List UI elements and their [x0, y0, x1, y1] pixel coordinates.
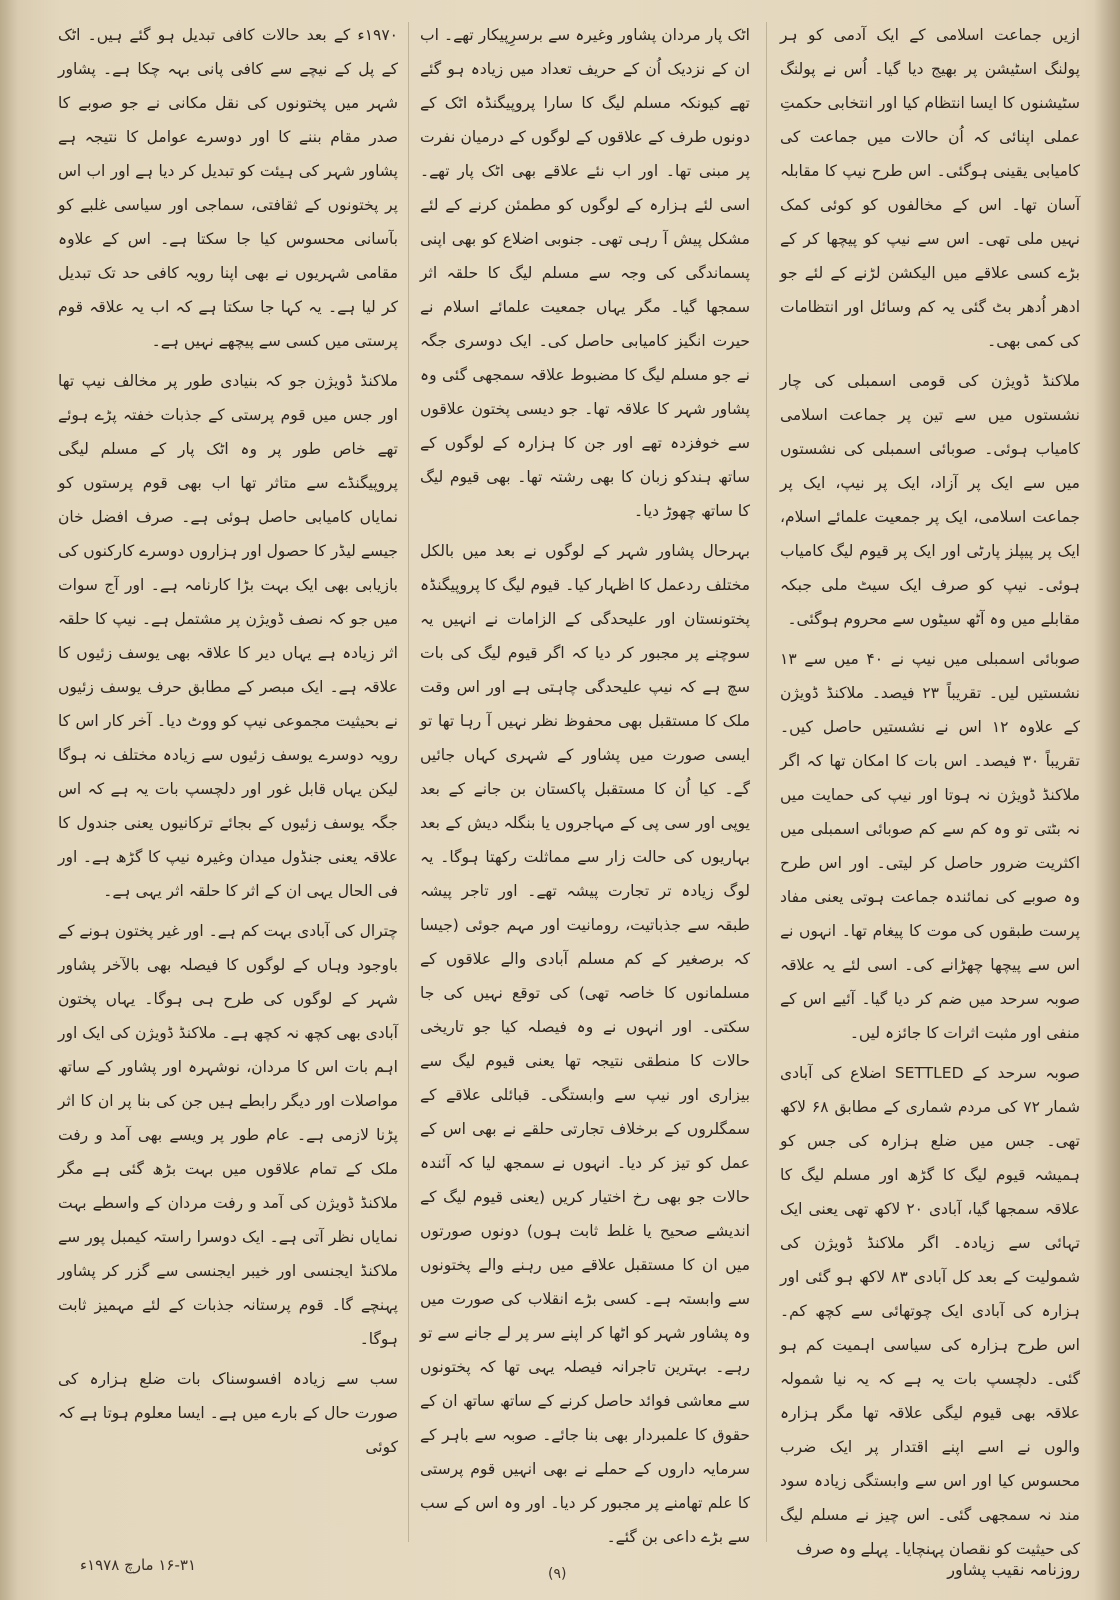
paragraph: صوبہ سرحد کے SETTLED اضلاع کی آبادی شمار ۷۲ کی مردم شماری کے مطابق ۶۸ لاکھ تھی۔ جس میں ضلع ہزارہ کی جس کو ہمیشہ قیوم لیگ کا گڑھ اور مسلم لیگ کا علاقہ سمجھا گیا، آبادی ۲۰ لاکھ تھی یعنی ایک تہائی سے زیادہ۔ اگر ملاکنڈ ڈویژن کی شمولیت کے بعد کل آبادی ۸۳ لاکھ ہو گئی اور ہزارہ کی آبادی ایک چوتھائی سے کچھ کم۔ اس طرح ہزارہ کی سیاسی اہمیت کم ہو گئی۔ دلچسپ بات یہ ہے کہ یہ نیا شمولہ علاقہ بھی قیوم لیگی علاقہ تھا مگر ہزارہ والوں نے اسے اپنے اقتدار پر ایک ضرب محسوس کیا اور اس سے وابستگی زیادہ سود مند نہ سمجھی گئی۔ اس چیز نے مسلم لیگ کی حیثیت کو نقصان پہنچایا۔ پہلے وہ صرف [780, 1064, 1080, 1558]
column-divider [766, 22, 767, 1542]
page-binding-shadow [1094, 0, 1120, 1600]
paragraph: ازیں جماعت اسلامی کے ایک آدمی کو ہر پولنگ اسٹیشن پر بھیج دیا گیا۔ اُس نے پولنگ سٹیشنوں کا ایسا انتظام کیا اور انتخابی حکمتِ عملی اپنائی کہ اُن حالات میں جماعت کی کامیابی یقینی ہوگئی۔ اس طرح نیپ کا مقابلہ آسان تھا۔ اس کے مخالفوں کو کوئی کمک نہیں ملی تھی۔ اس سے نیپ کو پیچھا کر کے بڑے کسی علاقے میں الیکشن لڑنے کے لئے جو ادھر اُدھر بٹ گئی یہ کم وسائل اور انتظامات کی کمی بھی۔ [780, 26, 1080, 350]
text-column-right [780, 18, 1080, 1572]
paragraph: صوبائی اسمبلی میں نیپ نے ۴۰ میں سے ۱۳ نشستیں لیں۔ تقریباً ۲۳ فیصد۔ ملاکنڈ ڈویژن کے علاوہ ۱۲ اس نے نشستیں حاصل کیں۔ تقریباً ۳۰ فیصد۔ اس بات کا امکان تھا کہ اگر ملاکنڈ ڈویژن نہ ہوتا اور نیپ کی حمایت میں نہ بٹتی تو وہ کم سے کم صوبائی اسمبلی میں اکثریت ضرور حاصل کر لیتی۔ اور اس طرح وہ صوبے کی نمائندہ جماعت ہوتی یعنی مفاد پرست طبقوں کی موت کا پیغام تھا۔ انہوں نے اس سے پیچھا چھڑانے کی۔ اسی لئے یہ علاقہ صوبہ سرحد میں ضم کر دیا گیا۔ آئیے اس کے منفی اور مثبت اثرات کا جائزہ لیں۔ [780, 650, 1080, 1042]
publication-name: روزنامہ نقیب پشاور [947, 1560, 1080, 1579]
page-number: (۹) [548, 1566, 567, 1582]
text-column-middle [420, 18, 750, 1560]
paragraph: ۱۹۷۰ء کے بعد حالات کافی تبدیل ہو گئے ہیں۔ اٹک کے پل کے نیچے سے کافی پانی بہہ چکا ہے۔ پشاور شہر میں پختونوں کی نقل مکانی نے جو صوبے کا صدر مقام بننے کا اور دوسرے عوامل کا نتیجہ ہے پشاور شہر کی ہیئت کو تبدیل کر دیا ہے اور اب اس پر پختونوں کے ثقافتی، سماجی اور سیاسی غلبے کو بآسانی محسوس کیا جا سکتا ہے۔ اس کے علاوہ مقامی شہریوں نے بھی اپنا رویہ کافی حد تک تبدیل کر لیا ہے۔ یہ کہا جا سکتا ہے کہ اب یہ علاقہ قوم پرستی میں کسی سے پیچھے نہیں ہے۔ [58, 26, 398, 350]
paragraph: چترال کی آبادی بہت کم ہے۔ اور غیر پختون ہونے کے باوجود وہاں کے لوگوں کا فیصلہ بھی بالآخر پشاور شہر کے لوگوں کی طرح ہی ہوگا۔ یہاں پختون آبادی بھی کچھ نہ کچھ ہے۔ ملاکنڈ ڈویژن کی ایک اور اہم بات اس کا مردان، نوشہرہ اور پشاور کے ساتھ مواصلات اور دیگر رابطے ہیں جن کی بنا پر ان کا اثر پڑنا لازمی ہے۔ عام طور پر ویسے بھی آمد و رفت ملک کے تمام علاقوں میں بہت بڑھ گئی ہے مگر ملاکنڈ ڈویژن کی آمد و رفت مردان کے واسطے بہت نمایاں نظر آتی ہے۔ ایک دوسرا راستہ کیمبل پور سے ملاکنڈ ایجنسی اور خیبر ایجنسی سے گزر کر پشاور پہنچے گا۔ قوم پرستانہ جذبات کے لئے مہمیز ثابت ہوگا۔ [58, 922, 398, 1348]
paragraph: بہرحال پشاور شہر کے لوگوں نے بعد میں بالکل مختلف ردعمل کا اظہار کیا۔ قیوم لیگ کا پروپیگنڈہ پختونستان اور علیحدگی کے الزامات نے انہیں یہ سوچنے پر مجبور کر دیا کہ اگر قیوم لیگ کی بات سچ ہے کہ نیپ علیحدگی چاہتی ہے اور اس وقت ملک کا مستقبل بھی محفوظ نظر نہیں آ رہا تھا تو ایسی صورت میں پشاور کے شہری کہاں جائیں گے۔ کیا اُن کا مستقبل پاکستان بن جانے کے بعد یوپی اور سی پی کے مہاجروں یا بنگلہ دیش کے بعد بہاریوں کی حالت زار سے مماثلت رکھتا ہوگا۔ یہ لوگ زیادہ تر تجارت پیشہ تھے۔ اور تاجر پیشہ طبقہ سے جذباتیت، رومانیت اور مہم جوئی (جیسا کہ برصغیر کے کم مسلم آبادی والے علاقوں کے مسلمانوں کا خاصہ تھی) کی توقع نہیں کی جا سکتی۔ اور انہوں نے وہ فیصلہ کیا جو تاریخی حالات کا منطقی نتیجہ تھا یعنی قیوم لیگ سے بیزاری اور نیپ سے وابستگی۔ قبائلی علاقے کے سمگلروں کے برخلاف تجارتی حلقے نے بھی اس کے عمل کو تیز کر دیا۔ انہوں نے سمجھ لیا کہ آئندہ حالات جو بھی رخ اختیار کریں (یعنی قیوم لیگ کے اندیشے صحیح یا غلط ثابت ہوں) دونوں صورتوں میں ان کا مستقبل علاقے میں رہنے والے پختونوں سے وابستہ ہے۔ کسی بڑے انقلاب کی صورت میں وہ پشاور شہر کو اٹھا کر اپنے سر پر لے جانے سے تو رہے۔ بہترین تاجرانہ فیصلہ یہی تھا کہ پختونوں سے معاشی فوائد حاصل کرنے کے ساتھ ساتھ ان کے حقوق کا علمبردار بھی بنا جائے۔ صوبہ سے باہر کے سرمایہ داروں کے حملے نے بھی انہیں قوم پرستی کا علم تھامنے پر مجبور کر دیا۔ اور وہ اس کے سب سے بڑے داعی بن گئے۔ [420, 542, 750, 1546]
paragraph: اٹک پار مردان پشاور وغیرہ سے برسرِپیکار تھے۔ اب ان کے نزدیک اُن کے حریف تعداد میں زیادہ ہو گئے تھے کیونکہ مسلم لیگ کا سارا پروپیگنڈہ اٹک کے دونوں طرف کے علاقوں کے لوگوں کے درمیان نفرت پر مبنی تھا۔ اور اب نئے علاقے بھی اٹک پار تھے۔ اسی لئے ہزارہ کے لوگوں کو مطمئن کرنے کے لئے مشکل پیش آ رہی تھی۔ جنوبی اضلاع کو بھی اپنی پسماندگی کی وجہ سے مسلم لیگ کا حلقہ اثر سمجھا گیا۔ مگر یہاں جمعیت علمائے اسلام نے حیرت انگیز کامیابی حاصل کی۔ ایک دوسری جگہ نے جو مسلم لیگ کا مضبوط علاقہ سمجھی گئی وہ پشاور شہر کا علاقہ تھا۔ جو دیسی پختون علاقوں سے خوفزدہ تھے اور جن کا ہزارہ کے لوگوں کے ساتھ ہندکو زبان کا بھی رشتہ تھا۔ بھی قیوم لیگ کا ساتھ چھوڑ دیا۔ [420, 26, 750, 520]
paragraph: ملاکنڈ ڈویژن کی قومی اسمبلی کی چار نشستوں میں سے تین پر جماعت اسلامی کامیاب ہوئی۔ صوبائی اسمبلی کی نشستوں میں سے ایک پر آزاد، ایک پر نیپ، ایک پر جماعت اسلامی، ایک پر جمعیت علمائے اسلام، ایک پر پیپلز پارٹی اور ایک پر قیوم لیگ کامیاب ہوئی۔ نیپ کو صرف ایک سیٹ ملی جبکہ مقابلے میں وہ آٹھ سیٹوں سے محروم ہوگئی۔ [780, 372, 1080, 628]
issue-date: ۱۶-۳۱ مارچ ۱۹۷۸ء [80, 1556, 197, 1574]
paragraph: ملاکنڈ ڈویژن جو کہ بنیادی طور پر مخالف نیپ تھا اور جس میں قوم پرستی کے جذبات خفتہ پڑے ہوئے تھے خاص طور پر وہ اٹک پار کے مسلم لیگی پروپیگنڈے سے متاثر تھا اب بھی قوم پرستوں کو نمایاں کامیابی حاصل ہوئی ہے۔ صرف افضل خان جیسے لیڈر کا حصول اور ہزاروں دوسرے کارکنوں کی بازیابی بھی ایک بہت بڑا کارنامہ ہے۔ اور آج سوات میں جو کہ نصف ڈویژن پر مشتمل ہے۔ نیپ کا حلقہ اثر زیادہ ہے یہاں دیر کا علاقہ بھی یوسف زئیوں کا علاقہ ہے۔ ایک مبصر کے مطابق حرف یوسف زئیوں نے بحیثیت مجموعی نیپ کو ووٹ دیا۔ آخر کار اس کا رویہ دوسرے یوسف زئیوں سے زیادہ مختلف نہ ہوگا لیکن یہاں قابل غور اور دلچسپ بات یہ ہے کہ اس جگہ یوسف زئیوں کے بجائے ترکانیوں یعنی جندول کا علاقہ یعنی جنڈول میدان وغیرہ نیپ کا گڑھ ہے۔ اور فی الحال یہی ان کے اثر کا حلقہ اثر یہی ہے۔ [58, 372, 398, 900]
text-column-left [58, 18, 398, 1470]
paragraph: سب سے زیادہ افسوسناک بات ضلع ہزارہ کی صورت حال کے بارے میں ہے۔ ایسا معلوم ہوتا ہے کہ کوئی [58, 1370, 398, 1456]
column-divider [408, 22, 409, 1542]
